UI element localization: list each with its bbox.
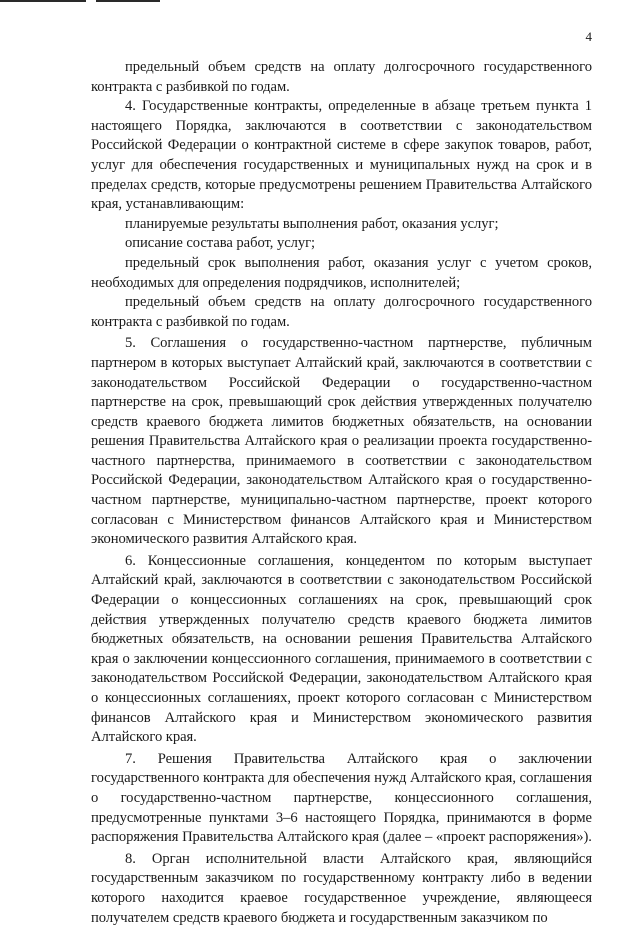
- paragraph: 8. Орган исполнительной власти Алтайского края, являющийся государственным заказчиком по государственному контракту либо в ведении которого находится краевое государственное учреждение, являющееся получателем средств краевого бюджета и государственным заказчиком по: [91, 850, 592, 926]
- page-number: 4: [585, 29, 592, 44]
- scan-edge-mark: [96, 0, 160, 2]
- document-body: [91, 58, 592, 928]
- paragraph: предельный объем средств на оплату долгосрочного государственного контракта с разбивкой по годам.: [91, 294, 592, 330]
- paragraph: планируемые результаты выполнения работ, оказания услуг;: [125, 215, 499, 232]
- paragraph: 4. Государственные контракты, определенные в абзаце третьем пункта 1 настоящего Порядка, заключаются в соответствии с законодательством Российской Федерации о контрактной системе в сфере закупок товаров, работ, услуг для обеспечения государственных и муниципальных нужд на срок и в пределах средств, которые предусмотрены решением Правительства Алтайского края, устанавливающим:: [91, 98, 592, 213]
- paragraph: предельный срок выполнения работ, оказания услуг с учетом сроков, необходимых для определения подрядчиков, исполнителей;: [91, 254, 592, 291]
- scan-edge-mark: [0, 0, 86, 2]
- paragraph: 6. Концессионные соглашения, концедентом по которым выступает Алтайский край, заключаются в соответствии с законодательством Российской Федерации о концессионных соглашениях на срок, превышающий срок действия утвержденных получателю средств краевого бюджета лимитов бюджетных обязательств, на основании решения Правительства Алтайского края о заключении концессионного соглашения, принимаемого в соответствии с законодательством Российской Федерации, законодательством Алтайского края о концессионных соглашениях, проект которого согласован с Министерством финансов Алтайского края и Министерством экономического развития Алтайского края.: [91, 552, 592, 746]
- paragraph: 5. Соглашения о государственно-частном партнерстве, публичным партнером в которых выступает Алтайский край, заключаются в соответствии с законодательством Российской Федерации о государственно-частном партнерстве на срок, превышающий срок действия утвержденных получателю средств краевого бюджета лимитов бюджетных обязательств, на основании решения Правительства Алтайского края о реализации проекта государственно-частного партнерства, принимаемого в соответствии с законодательством Российской Федерации, законодательством Алтайского края о государственно-частном партнерстве, муниципально-частном партнерстве, проект которого согласован с Министерством финансов Алтайского края и Министерством экономического развития Алтайского края.: [91, 335, 592, 548]
- paragraph: 7. Решения Правительства Алтайского края о заключении государственного контракта для обеспечения нужд Алтайского края, соглашения о государственно-частном партнерстве, концессионного соглашения, предусмотренные пунктами 3–6 настоящего Порядка, принимаются в форме распоряжения Правительства Алтайского края (далее – «проект распоряжения»).: [91, 750, 592, 846]
- paragraph: предельный объем средств на оплату долгосрочного государственного контракта с разбивкой по годам.: [91, 59, 592, 95]
- paragraph: описание состава работ, услуг;: [125, 235, 316, 252]
